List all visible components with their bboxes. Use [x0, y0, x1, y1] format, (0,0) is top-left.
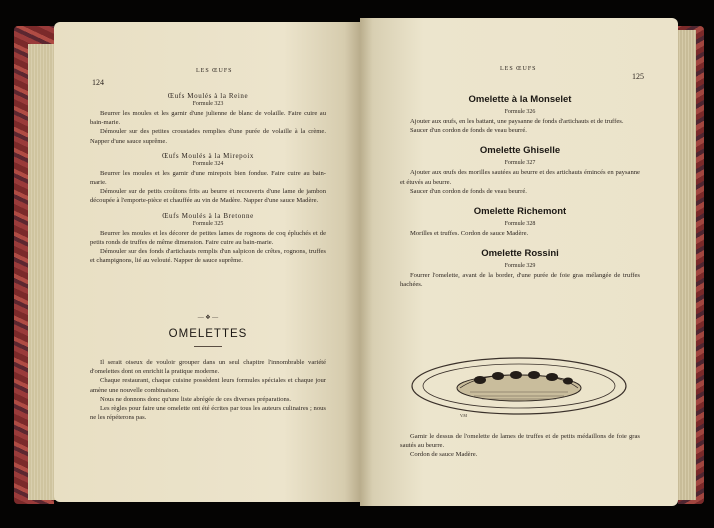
- recipe-title: Œufs Moulés à la Reine: [167, 92, 249, 100]
- page-number: 125: [632, 72, 644, 81]
- recipe-paragraph: Morilles et truffes. Cordon de sauce Madère.: [410, 230, 529, 238]
- formule-number: Formule 324: [192, 160, 224, 167]
- left-page: [54, 22, 360, 502]
- right-page: [360, 18, 678, 506]
- recipe-paragraph: Cordon de sauce Madère.: [410, 451, 478, 459]
- title-rule: [194, 346, 222, 347]
- left-recipes: [90, 92, 326, 265]
- open-book: [14, 14, 704, 520]
- illustration-signature: V.M: [460, 413, 467, 418]
- recipe-paragraph: Saucer d'un cordon de fonds de veau beurré.: [410, 187, 527, 195]
- recipe: [90, 92, 326, 146]
- recipe: [400, 248, 640, 289]
- recipe-paragraph: Beurrer les moules et les décorer de petites lames de rognons de coq épluchés et de petits ronds de truffes de même dimension. Faire cuire au bain-marie.: [90, 229, 326, 246]
- recipe-title: Œufs Moulés à la Bretonne: [162, 211, 254, 220]
- recipe-title: Omelette Ghiselle: [479, 145, 561, 157]
- formule-number: Formule 325: [192, 220, 224, 227]
- recipe: [400, 94, 640, 135]
- recipe-paragraph: Ajouter aux œufs, en les battant, une paysanne de fonds d'artichauts et de truffes.: [410, 118, 624, 125]
- formule-number: Formule 328: [504, 221, 536, 228]
- intro-paragraph: Les règles pour faire une omelette ont été écrites par tous les auteurs culinaires ; nous ne les répéterons pas.: [90, 405, 326, 422]
- running-head: LES ŒUFS: [196, 68, 233, 74]
- right-recipes: [400, 94, 640, 290]
- intro-paragraph: Nous ne donnons donc qu'une liste abrégée de ces diverses préparations.: [100, 395, 292, 403]
- recipe: [90, 212, 326, 266]
- omelette-platter-illustration: [410, 354, 628, 416]
- formule-number: Formule 326: [504, 109, 536, 115]
- recipe: [90, 152, 326, 206]
- recipe-paragraph: Beurrer les moules et les garnir d'une julienne de blanc de volaille. Faire cuire au bain-marie.: [90, 110, 326, 127]
- recipe-paragraph: Démouler sur de petits croûtons frits au beurre et recouverts d'une lame de jambon découpée à l'emporte-pièce et chauffée au vin de Madère. Napper d'une sauce Madère.: [90, 188, 326, 205]
- recipe-title: Omelette Rossini: [481, 248, 559, 260]
- formule-number: Formule 323: [192, 101, 224, 107]
- recipe: [400, 206, 640, 238]
- recipe-paragraph: Démouler sur des fonds d'artichauts remplis d'un salpicon de crêtes, rognons, truffes et champignons, lié au velouté. Napper de sauce suprême.: [90, 248, 326, 265]
- recipe: [400, 145, 640, 196]
- rossini-garnish: [400, 432, 640, 460]
- section-title: OMELETTES: [168, 328, 248, 340]
- running-head: LES ŒUFS: [500, 66, 537, 72]
- recipe-paragraph: Fourrer l'omelette, avant de la border, d'une purée de foie gras mélangée de truffes hachées.: [400, 272, 640, 289]
- recipe-title: Œufs Moulés à la Mirepoix: [162, 151, 254, 160]
- recipe-paragraph: Garnir le dessus de l'omelette de lames de truffes et de petits médaillons de foie gras sautés au beurre.: [400, 433, 640, 450]
- recipe-title: Omelette Richemont: [473, 206, 567, 218]
- formule-number: Formule 327: [504, 160, 536, 167]
- intro-paragraph: Chaque restaurant, chaque cuisine possèdent leurs formules spéciales et chaque jour amène une nouvelle combinaison.: [90, 377, 326, 394]
- intro-paragraph: Il serait oiseux de vouloir grouper dans un seul chapitre l'innombrable variété d'omelettes dont on enrichit la pratique moderne.: [90, 359, 326, 376]
- section-divider: — ❖ —: [197, 315, 219, 321]
- formule-number: Formule 329: [504, 263, 536, 270]
- page-number: 124: [92, 78, 104, 87]
- recipe-title: Omelette à la Monselet: [468, 94, 572, 105]
- recipe-paragraph: Démouler sur des petites croustades remplies d'une purée de volaille à la crème. Napper d'une sauce suprême.: [90, 128, 326, 145]
- recipe-paragraph: Ajouter aux œufs des morilles sautées au beurre et des artichauts émincés en paysanne et étuvés au beurre.: [400, 169, 640, 186]
- recipe-paragraph: Beurrer les moules et les garnir d'une mirepoix bien fondue. Faire cuire au bain-marie.: [90, 169, 326, 187]
- recipe-paragraph: Saucer d'un cordon de fonds de veau beurré.: [410, 127, 527, 135]
- omelettes-intro: [90, 358, 326, 422]
